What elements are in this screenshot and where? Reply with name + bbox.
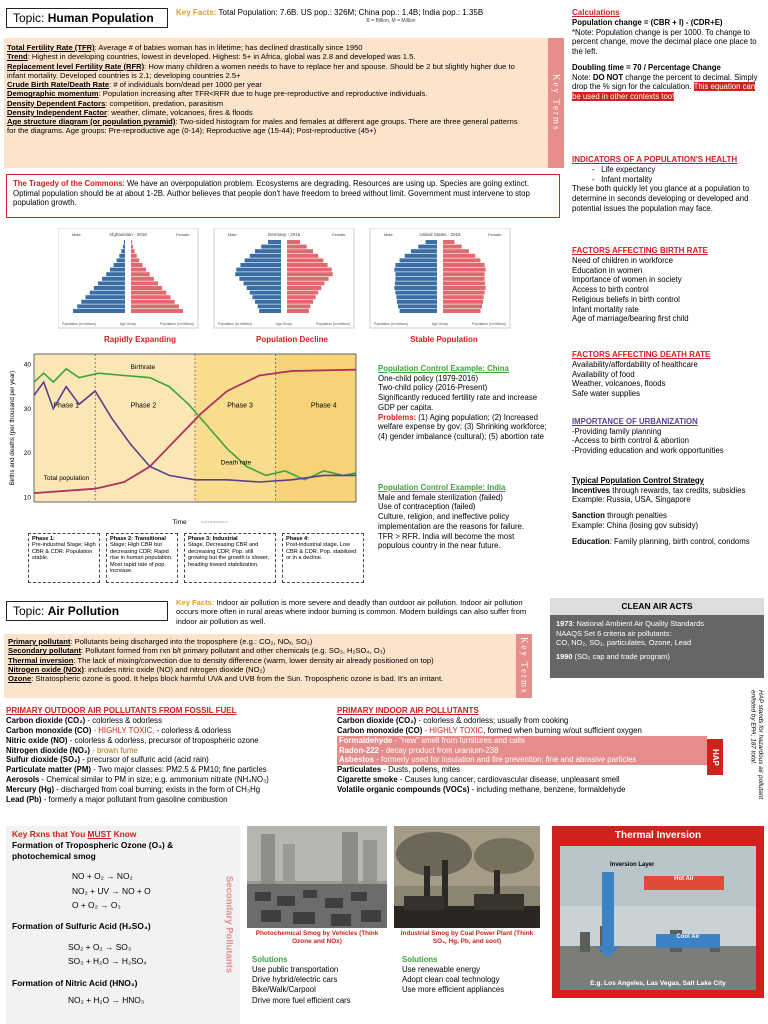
indicators-health: INDICATORS OF A POPULATION'S HEALTH - Life expectancy - Infant mortality These both quickly let you glance at a population to determine in seconds developing or developed and potential issues the population may face. xyxy=(572,155,750,213)
outdoor-pollutant: Sulfur dioxide (SO₂) - precursor of sulfuric acid (acid rain) xyxy=(6,755,209,765)
phase-box-3: Phase 3: Industrial Stage. Decreasing CBR and decreasing CDR; Pop. still growing but the growth is slower, heading toward stabilization. xyxy=(184,533,276,583)
air-term: Ozone: Stratospheric ozone is good. It helps block harmful UVA and UVB from the Sun. Tropospheric ozone is bad. It's an irritant. xyxy=(8,674,444,683)
outdoor-pollutant: Carbon dioxide (CO₂) - colorless & odorless xyxy=(6,716,162,726)
pyramid-bar-male xyxy=(239,277,281,281)
topic-air-pollution: Topic: Air Pollution xyxy=(6,601,168,621)
pyramid-title: Germany - 2016 xyxy=(267,232,301,237)
indoor-pollutants: PRIMARY INDOOR AIR POLLUTANTS Carbon dioxide (CO₂) - colorless & odorless; usually from cooking Carbon monoxide (CO) - HIGHLY TOXIC, formed when burning w/out sufficient oxygen Formaldehyde - "new" smell from furnitures and calls Radon-222 - decay product from uranium-238 Asbestos - formerly used for insulation and fire prevention; fine and abrasive particles Particulates - Dusts, pollens, mites Cigarette smoke - Causes lung cancer, cardiovascular disease, unpleasant smell Volatile organic compounds (VOCs) - including methane, benzene, formaldehyde xyxy=(337,706,707,795)
pyramid-bar-male xyxy=(119,254,125,258)
pyramid-bar-female xyxy=(443,304,482,308)
air-term: Primary pollutant: Pollutants being discharged into the troposphere (e.g.: CO₂, NOₓ, SO₂) xyxy=(8,637,313,646)
control-strategy: Typical Population Control Strategy Incentives through rewards, tax credits, subsidies Example: Russia, USA, Singapore Sanction through penalties Example: China (losing gov subsidy) Education: Family planning, birth control, condoms xyxy=(572,476,750,546)
outdoor-pollutant: Mercury (Hg) - discharged from coal burning; exists in the form of CH₃Hg xyxy=(6,784,261,794)
pyramid-bar-female xyxy=(287,245,307,249)
pyramid-bar-male xyxy=(255,300,281,304)
svg-text:Population (in millions): Population (in millions) xyxy=(218,322,253,326)
outdoor-pollutant: Nitrogen dioxide (NO₂) - brown fume xyxy=(6,745,138,755)
pyramid-bar-male xyxy=(114,263,125,267)
coal-solutions: Solutions Use renewable energy Adopt clean coal technology Use more efficient appliances xyxy=(402,955,548,996)
pyramid-bar-male xyxy=(240,263,281,267)
coal-plant-photo xyxy=(394,826,540,928)
pyramid-bar-male xyxy=(73,309,125,313)
time-label: Time xyxy=(172,519,187,526)
pyramid-bar-male xyxy=(395,291,437,295)
coal-smog-caption: Industrial Smog by Coal Power Plant (Think SO₂, Hg, Pb, and soot) xyxy=(400,930,534,945)
list-item: Access to birth control xyxy=(572,285,649,295)
pyramid-bar-male xyxy=(244,281,281,285)
list-item: Infant mortality rate xyxy=(572,304,639,314)
phase-label: Phase 2 xyxy=(130,402,157,410)
pyramid-title: United States - 2016 xyxy=(419,232,461,237)
pyramid-bar-male xyxy=(121,249,125,253)
svg-text:Population (in millions): Population (in millions) xyxy=(374,322,409,326)
pyramid-bar-male xyxy=(90,291,125,295)
pyramid-caption-3: Stable Population xyxy=(410,335,478,344)
population-pyramids xyxy=(58,228,528,333)
y-tick: 20 xyxy=(23,450,31,458)
human-term: Replacement level Fertility Rate (RFR): How many children a women needs to have to replace her and spouse. Should be 2 but slightly higher due to infant mortality. Developed countries is 2.1; developing countries 2.5+ xyxy=(7,61,515,80)
pyramid-bar-female xyxy=(131,304,179,308)
pyramid-bar-female xyxy=(131,249,135,253)
pyramid-bar-male xyxy=(396,295,437,299)
pyramid-bar-male xyxy=(411,249,437,253)
tragedy-of-commons: The Tragedy of the Commons: We have an overpopulation problem. Ecosystems are degrading. Resources are using up. Species are going extinct. Optimal population should be at about 1-2B. Author believes that people don't have freedom to breed without limit. Government must intervene to stop population growth. xyxy=(6,174,560,218)
svg-text:Female: Female xyxy=(332,232,346,237)
pyramid-bar-female xyxy=(443,291,485,295)
pyramid-bar-female xyxy=(131,281,158,285)
human-term: Density Dependent Factors: competition, predation, parasitism xyxy=(7,98,224,108)
vehicle-solutions: Solutions Use public transportation Drive hybrid/electric cars Bike/Walk/Carpool Drive more fuel efficient cars xyxy=(252,955,392,1006)
pyramid-bar-female xyxy=(443,240,454,244)
totalpop-label: Total population xyxy=(43,474,90,482)
chart-ylabel: Births and deaths (per thousand per year) xyxy=(9,370,16,486)
list-item: -Access to birth control & abortion xyxy=(572,436,690,446)
phase-label: Phase 4 xyxy=(310,402,337,410)
list-item: Education in women xyxy=(572,265,643,275)
pyramid-bar-male xyxy=(261,245,281,249)
pyramid-1 xyxy=(58,228,198,328)
list-item: Bike/Walk/Carpool xyxy=(252,985,316,995)
india-example: Population Control Example: India Male and female sterilization (failed) Use of contraception (failed) Culture, religion, and ineffective policy implementation are the reasons for failure. TFR > RFR. India will become the most populous country in the near future. xyxy=(378,483,525,551)
pyramid-bar-female xyxy=(443,245,462,249)
list-item: Importance of women in society xyxy=(572,275,682,285)
indoor-pollutant: Radon-222 - decay product from uranium-238 xyxy=(337,746,707,756)
cool-air-label: Cool Air xyxy=(676,934,700,940)
phase-label: Phase 3 xyxy=(227,402,253,410)
y-tick: 10 xyxy=(23,494,31,502)
list-item: NO + O₂ → NO₂ xyxy=(72,871,133,882)
key-reactions: Key Rxns that You MUST Know Formation of Tropospheric Ozone (O₃) & photochemical smog NO + O₂ → NO₂ NO₂ + UV → NO + O O + O₂ → O₃ Formation of Sulfuric Acid (H₂SO₄) SO₂ + O₂ → SO₃ SO₃ + H₂O → H₂SO₄ Formation of Nitric Acid (HNO₃) NO₂ + H₂O → HNO₃ xyxy=(6,826,240,1024)
pyramid-bar-male xyxy=(85,295,125,299)
pyramid-bar-female xyxy=(131,291,166,295)
pyramid-bar-male xyxy=(395,281,437,285)
pyramid-bar-male xyxy=(245,258,281,262)
pyramid-bar-male xyxy=(117,258,125,262)
pyramid-bar-female xyxy=(443,268,486,272)
pyramid-bar-male xyxy=(418,245,437,249)
pyramid-bar-female xyxy=(287,240,300,244)
pyramid-bar-female xyxy=(131,254,137,258)
urbanization: IMPORTANCE OF URBANIZATION -Providing family planning -Access to birth control & abortion -Providing education and work opportunities xyxy=(572,417,766,456)
human-term: Total Fertility Rate (TFR): Average # of babies woman has in lifetime; has declined drastically since 1950 xyxy=(7,43,363,52)
pyramid-bar-female xyxy=(287,281,324,285)
pyramid-bar-female xyxy=(443,263,485,267)
pyramid-bar-male xyxy=(98,281,125,285)
svg-text:Male: Male xyxy=(384,232,393,237)
list-item: SO₂ + O₂ → SO₃ xyxy=(68,941,132,952)
svg-text:Age Group: Age Group xyxy=(431,322,449,326)
svg-text:Age Group: Age Group xyxy=(275,322,293,326)
pyramid-bar-female xyxy=(287,254,318,258)
pyramid-bar-male xyxy=(123,245,125,249)
outdoor-pollutant: Carbon monoxide (CO) - HIGHLY TOXIC, - colorless & odorless xyxy=(6,725,232,735)
clean-air-acts: CLEAN AIR ACTS 1973: National Ambient Air Quality Standards NAAQS Set 6 criteria air pollutants: CO, NO₂, SO₂, particulates, Ozone, Lead 1990 (SO₂ cap and trade program) xyxy=(550,598,764,678)
svg-text:Female: Female xyxy=(176,232,190,237)
pyramid-bar-female xyxy=(287,295,316,299)
indoor-pollutant: Volatile organic compounds (VOCs) - including methane, benzene, formaldehyde xyxy=(337,784,626,794)
human-term: Age structure diagram (or population pyramid): Two-sided histogram for males and females at different age groups. There are three general patterns for the diagrams. Age groups: Pre-reproductive age (0-14); Reproductive age (15-44); Post-reproductive (45+) xyxy=(7,117,518,136)
pyramid-bar-female xyxy=(443,281,485,285)
pyramid-bar-male xyxy=(252,295,281,299)
pyramid-bar-female xyxy=(287,309,309,313)
list-item: -Providing education and work opportunities xyxy=(572,446,724,456)
indoor-pollutant: Cigarette smoke - Causes lung cancer, cardiovascular disease, unpleasant smell xyxy=(337,774,620,784)
svg-text:Age Group: Age Group xyxy=(119,322,137,326)
svg-text:Male: Male xyxy=(228,232,237,237)
list-item: Adopt clean coal technology xyxy=(402,975,500,985)
pyramid-bar-female xyxy=(443,277,485,281)
pyramid-bar-female xyxy=(131,245,133,249)
pyramid-bar-female xyxy=(443,254,475,258)
list-item: Weather, volcanoes, floods xyxy=(572,379,666,389)
pyramid-bar-male xyxy=(110,268,125,272)
demographic-transition-chart xyxy=(4,348,366,528)
thermal-inversion-diagram xyxy=(560,846,756,990)
indoor-pollutant: Formaldehyde - "new" smell from furnitures and calls xyxy=(337,736,707,746)
vehicle-smog-photo xyxy=(247,826,387,928)
pyramid-bar-male xyxy=(235,272,281,276)
list-item: Need of children in workforce xyxy=(572,256,673,265)
outdoor-pollutants: PRIMARY OUTDOOR AIR POLLUTANTS FROM FOSSIL FUEL Carbon dioxide (CO₂) - colorless & odorless Carbon monoxide (CO) - HIGHLY TOXIC, - colorless & odorless Nitric oxide (NO) - colorless & odorless, precursor of tropospheric ozone Nitrogen dioxide (NO₂) - brown fume Sulfur dioxide (SO₂) - precursor of sulfuric acid (acid rain) Particulate matter (PM) - Two major classes: PM2.5 & PM10; fine particles Aerosols - Chemical similar to PM in size; e.g. ammonium nitrate (NH₄NO₃) Mercury (Hg) - discharged from coal burning; exists in the form of CH₃Hg Lead (Pb) - formerly a major pollutant from gasoline combustion xyxy=(6,706,332,804)
pyramid-bar-female xyxy=(443,286,486,290)
list-item: Religious beliefs in birth control xyxy=(572,294,680,304)
china-example: Population Control Example: China One-child policy (1979-2016) Two-child policy (2016-Present) Significantly reduced fertility rate and increase GDP per capita. Problems: (1) Aging population; (2) Increased welfare expense by gov; (3) Shrinking workforce; (4) gender imbalance (cultural); (5) abortion rate xyxy=(378,364,547,442)
indoor-pollutant: Carbon monoxide (CO) - HIGHLY TOXIC, formed when burning w/out sufficient oxygen xyxy=(337,725,642,735)
topic-human-population: Topic: Human Population xyxy=(6,8,168,28)
svg-text:Population (in millions): Population (in millions) xyxy=(159,322,194,326)
svg-text:Male: Male xyxy=(72,232,81,237)
pyramid-bar-female xyxy=(131,277,154,281)
list-item: NO₂ + UV → NO + O xyxy=(72,885,151,896)
pyramid-bar-female xyxy=(287,249,313,253)
svg-text:Female: Female xyxy=(488,232,502,237)
pyramid-bar-female xyxy=(287,258,323,262)
pyramid-bar-female xyxy=(287,272,333,276)
vehicle-smog-caption: Photochemical Smog by Vehicles (Think Ozone and NOx) xyxy=(255,930,379,945)
outdoor-pollutant: Aerosols - Chemical similar to PM in size; e.g. ammonium nitrate (NH₄NO₃) xyxy=(6,774,269,784)
svg-text:Population (in millions): Population (in millions) xyxy=(471,322,506,326)
pyramid-bar-female xyxy=(443,300,483,304)
list-item: SO₃ + H₂O → H₂SO₄ xyxy=(68,956,147,967)
pyramid-caption-1: Rapidly Expanding xyxy=(103,335,176,344)
pyramid-bar-male xyxy=(394,286,437,290)
list-item: Use renewable energy xyxy=(402,965,481,975)
air-term: Thermal inversion: The lack of mixing/convection due to density difference (warm, lower density air already positioned on top) xyxy=(8,655,434,665)
pyramid-bar-male xyxy=(268,240,281,244)
air-key-facts: Key Facts: Indoor air pollution is more severe and deadly than outdoor air pollution. Indoor air pollution occurs more often in rural areas where indoor burning is common. Modern buildings can also suffer from indoor air pollution as well. xyxy=(176,598,527,626)
pyramid-bar-female xyxy=(443,258,480,262)
pyramid-bar-male xyxy=(259,309,281,313)
pyramid-bar-male xyxy=(426,240,437,244)
human-term: Crude Birth Rate/Death Rate: # of individuals born/dead per 1000 per year xyxy=(7,80,262,89)
pyramid-bar-male xyxy=(77,304,125,308)
pyramid-bar-male xyxy=(400,258,437,262)
y-tick: 30 xyxy=(23,405,31,413)
key-terms-tab-human: Key Terms xyxy=(548,38,564,168)
pyramid-bar-female xyxy=(131,258,139,262)
list-item: Use public transportation xyxy=(252,965,339,975)
list-item: Availability of food xyxy=(572,369,635,379)
list-item: O + O₂ → O₃ xyxy=(72,899,121,910)
list-item: NO₂ + H₂O → HNO₃ xyxy=(68,995,145,1006)
pyramid-bar-female xyxy=(287,304,310,308)
inversion-layer-label: Inversion Layer xyxy=(610,862,655,868)
phase-box-2: Phase 2: Transitional Stage; High CBR but decreasing CDR; Rapid rise in human population. Most rapid rate of pop. increase. xyxy=(106,533,178,583)
pyramid-bar-male xyxy=(236,268,281,272)
secondary-pollutants-tab: Secondary Pollutants xyxy=(223,876,235,974)
indoor-pollutant: Asbestos - formerly used for insulation and fire prevention; fine and abrasive particles xyxy=(337,755,707,765)
pyramid-bar-female xyxy=(287,263,328,267)
list-item: Drive more fuel efficient cars xyxy=(252,995,351,1005)
pyramid-bar-male xyxy=(94,286,125,290)
pyramid-title: Afghanistan - 2016 xyxy=(109,232,147,237)
human-key-facts: Key Facts: Total Population: 7.6B. US pop.: 326M; China pop.: 1.4B; India pop.: 1.35B B = Billion, M = Million xyxy=(176,8,484,24)
human-term: Density Independent Factor: weather, climate, volcanoes, fires & floods xyxy=(7,107,253,117)
list-item: Safe water supplies xyxy=(572,389,641,399)
hap-tab: HAP xyxy=(707,739,723,775)
list-item: Drive hybrid/electric cars xyxy=(252,975,338,985)
pyramid-bar-male xyxy=(106,272,125,276)
pyramid-bar-male xyxy=(398,304,437,308)
pyramid-bar-male xyxy=(247,286,281,290)
inversion-cities: E.g. Los Angeles, Las Vegas, Salt Lake City xyxy=(590,980,726,987)
phase-box-4: Phase 4: Post-industrial stage. Low CBR & CDR. Pop. stabilized or in a decline. xyxy=(282,533,364,583)
pyramid-2 xyxy=(214,228,354,328)
pyramid-bar-female xyxy=(131,295,171,299)
outdoor-pollutant: Particulate matter (PM) - Two major classes: PM2.5 & PM10; fine particles xyxy=(6,765,267,775)
pyramid-bar-female xyxy=(131,309,183,313)
pyramid-bar-male xyxy=(81,300,125,304)
pyramid-bar-female xyxy=(131,263,142,267)
pyramid-bar-male xyxy=(395,277,437,281)
pyramid-bar-female xyxy=(443,272,485,276)
pyramid-bar-male xyxy=(250,291,281,295)
deathrate-label: Death rate xyxy=(220,459,252,467)
outdoor-pollutant: Lead (Pb) - formerly a major pollutant from gasoline combustion xyxy=(6,794,228,804)
phase-label: Phase 1 xyxy=(53,402,80,410)
birth-rate-factors: FACTORS AFFECTING BIRTH RATE Need of children in workforce Education in women Importance of women in society Access to birth control Religious beliefs in birth control Infant mortality rate Age of marriage/bearing first child xyxy=(572,246,764,324)
pyramid-bar-female xyxy=(287,268,332,272)
hot-air-label: Hot Air xyxy=(674,876,694,882)
pyramid-bar-female xyxy=(131,268,146,272)
human-term: Demographic momentum: Population increasing after TFR<RFR due to huge pre-reproductive and reproductive individuals. xyxy=(7,89,428,99)
phase-box-1: Phase 1: Pre-industrial Stage; High CBR & CDR. Population stable. xyxy=(28,533,100,583)
key-terms-tab-air: Key Terms xyxy=(516,634,532,698)
indoor-pollutant: Carbon dioxide (CO₂) - colorless & odorless; usually from cooking xyxy=(337,716,569,726)
thermal-inversion-panel: Thermal Inversion Inversion Layer Hot Air Cool Air xyxy=(552,826,764,998)
pyramid-bar-male xyxy=(394,268,437,272)
pyramid-bar-female xyxy=(443,309,480,313)
human-term: Trend: Highest in developing countries, lowest in developed. Highest: 5+ in Africa, global was 2.8 and developed was 1.5. xyxy=(7,52,416,62)
pyramid-3 xyxy=(370,228,510,328)
pyramid-bar-female xyxy=(131,286,162,290)
pyramid-bar-female xyxy=(443,249,469,253)
human-key-terms xyxy=(4,38,548,168)
pyramid-caption-2: Population Decline xyxy=(255,335,328,344)
indoor-pollutant: Particulates - Dusts, pollens, mites xyxy=(337,765,461,775)
pyramid-bar-male xyxy=(405,254,437,258)
hap-note: HAP stands for hazardous air pollutant enlisted by EPA; 187 total. xyxy=(749,690,764,800)
birthrate-label: Birthrate xyxy=(130,363,156,371)
pyramid-bar-male xyxy=(400,309,437,313)
list-item: Age of marriage/bearing first child xyxy=(572,314,689,324)
air-key-terms xyxy=(4,634,516,698)
air-term: Secondary pollutant: Pollutant formed from rxn b/t primary pollutant and other chemicals (e.g. SO₃, H₂SO₄, O₃) xyxy=(8,646,386,656)
pyramid-bar-male xyxy=(395,263,437,267)
pyramid-bar-female xyxy=(131,272,150,276)
svg-text:Population (in millions): Population (in millions) xyxy=(315,322,350,326)
y-tick: 40 xyxy=(23,361,31,369)
pyramid-bar-male xyxy=(250,254,281,258)
pyramid-bar-female xyxy=(287,286,321,290)
pyramid-bar-male xyxy=(124,240,125,244)
pyramid-bar-male xyxy=(395,272,437,276)
pyramid-bar-female xyxy=(287,277,329,281)
pyramid-bar-female xyxy=(131,300,175,304)
list-item: Availability/affordability of healthcare xyxy=(572,360,698,369)
pyramid-bar-male xyxy=(397,300,437,304)
list-item: Use more efficient appliances xyxy=(402,985,505,995)
pyramid-bar-female xyxy=(287,300,313,304)
list-item: -Providing family planning xyxy=(572,426,662,436)
pyramid-bar-female xyxy=(131,240,132,244)
pyramid-bar-female xyxy=(443,295,484,299)
pyramid-bar-male xyxy=(255,249,281,253)
svg-text:Population (in millions): Population (in millions) xyxy=(62,322,97,326)
pyramid-bar-male xyxy=(102,277,125,281)
pyramid-bar-male xyxy=(258,304,281,308)
calculations: Calculations Population change = (CBR + I) - (CDR+E) *Note: Population change is per 1000. To change to percent change, move the decimal place one place to the left. Doubling time = 70 / Percentage Change Note: DO NOT change the percent to decimal. Simply drop the % sign for the calculation. This equation can be used in other contexts too! xyxy=(572,8,758,102)
pyramid-bar-female xyxy=(287,291,318,295)
air-term: Nitrogen oxide (NOx): includes nitric oxide (NO) and nitrogen dioxide (NO₂) xyxy=(8,664,266,674)
death-rate-factors: FACTORS AFFECTING DEATH RATE Availability/affordability of healthcare Availability of food Weather, volcanoes, floods Safe water supplies xyxy=(572,350,764,399)
outdoor-pollutant: Nitric oxide (NO) - colorless & odorless, precursor of tropospheric ozone xyxy=(6,735,259,745)
phase-boxes xyxy=(28,525,368,581)
